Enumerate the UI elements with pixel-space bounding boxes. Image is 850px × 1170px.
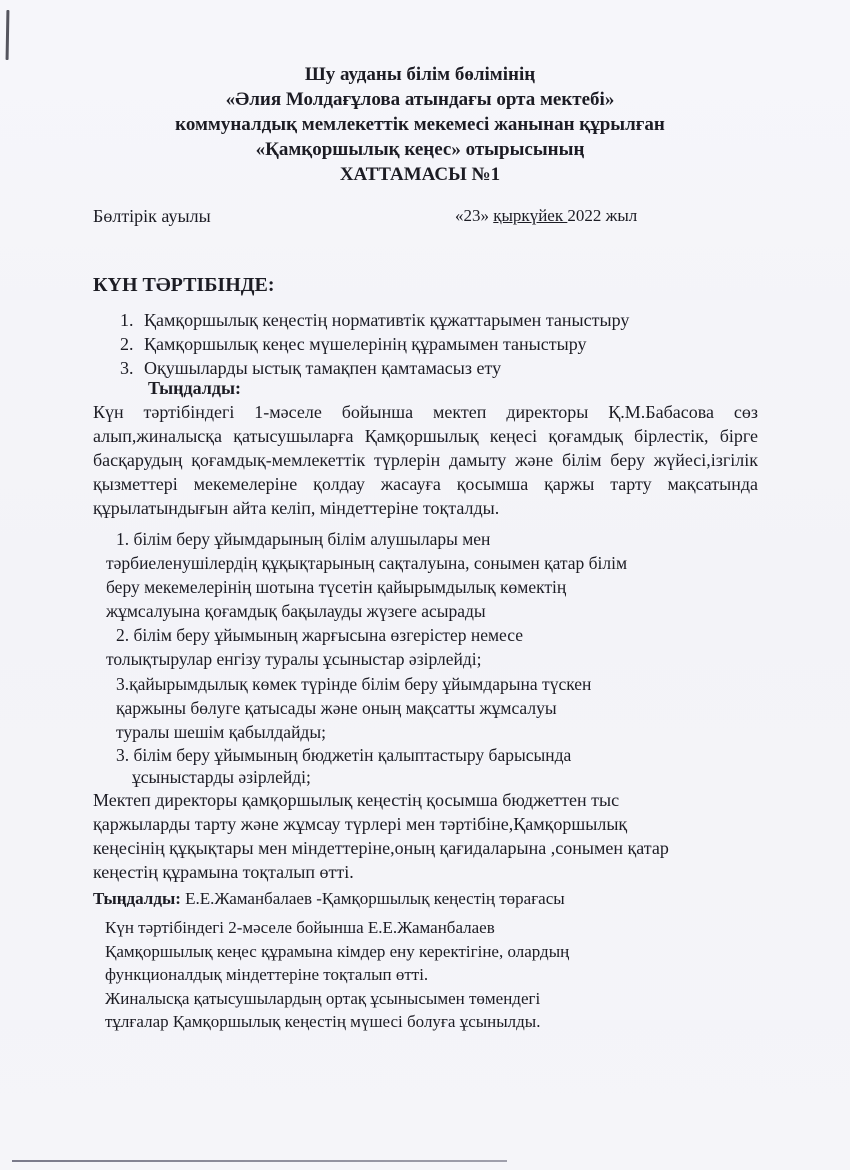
section2-line: Қамқоршылық кеңес құрамына кімдер ену керектігіне, олардың: [105, 941, 570, 961]
duty-line: 3. білім беру ұйымының бюджетін қалыптастыру барысында: [116, 745, 572, 765]
summary-line: Мектеп директоры қамқоршылық кеңестің қосымша бюджеттен тыс: [93, 790, 620, 810]
agenda-item: [120, 332, 629, 356]
date-month: қыркүйек: [493, 206, 568, 225]
agenda-item-number: 2.: [120, 334, 134, 354]
header-line-district: Шу ауданы білім бөлімінің: [304, 64, 536, 85]
staple-mark: [6, 10, 10, 60]
section2-line: функционалдық міндеттеріне тоқталып өтті.: [105, 965, 429, 984]
summary-line: қаржыларды тарту және жұмсау түрлері мен тәртібіне,Қамқоршылық: [93, 814, 628, 834]
place-name: Бөлтірік ауылы: [93, 206, 211, 226]
duty-item-1: [106, 527, 628, 623]
section2-line: Жиналысқа қатысушылардың ортақ ұсынысымен төмендегі: [105, 988, 541, 1008]
section1-summary: [93, 788, 669, 884]
document-header: [100, 62, 740, 187]
header-line-school: «Әлия Молдағұлова атындағы орта мектебі»: [225, 89, 615, 110]
duty-line: беру мекемелерінің шотына түсетін қайырымдылық көмектің: [106, 577, 567, 597]
summary-line: кеңесінің құқықтары мен міндеттеріне,оның қағидаларына ,сонымен қатар: [93, 838, 669, 858]
document-title: ХАТТАМАСЫ №1: [339, 164, 501, 185]
agenda-item-number: 3.: [120, 358, 134, 378]
agenda-title: КҮН ТӘРТІБІНДЕ:: [93, 274, 275, 296]
section1-intro: Күн тәртібіндегі 1-мәселе бойынша мектеп директоры Қ.М.Бабасова сөз алып,жиналысқа қатысушыларға Қамқоршылық кеңесі қоғамдық бірлестік, бірге басқарудың қоғамдық-мемлекеттік түрлерін дамыту және білім беру жүйесі,ізгілік қызметтері мекемелеріне қолдау жасауға қосымша қаржы тарту мақсатында құрылатындығын айта келіп, міндеттеріне тоқталды.: [93, 402, 758, 518]
agenda-item-text: Қамқоршылық кеңес мүшелерінің құрамымен таныстыру: [144, 334, 587, 354]
agenda-list: [120, 308, 629, 380]
header-line-institution: коммуналдық мемлекеттік мекемесі жанынан құрылған: [175, 114, 665, 135]
duty-line: 3.қайырымдылық көмек түрінде білім беру ұйымдарына түскен: [116, 674, 592, 694]
agenda-item: [120, 308, 629, 332]
section2-line: Күн тәртібіндегі 2-мәселе бойынша Е.Е.Жаманбалаев: [105, 918, 495, 937]
agenda-item: [120, 356, 629, 380]
page-bottom-edge: [12, 1160, 507, 1162]
duty-line: толықтырулар енгізу туралы ұсыныстар әзірлейді;: [106, 649, 482, 669]
date-year: 2022 жыл: [567, 206, 638, 225]
section2-body: [105, 916, 569, 1034]
summary-line: кеңестің құрамына тоқталып өтті.: [93, 862, 354, 882]
duty-line: жұмсалуына қоғамдық бақылауды жүзеге асырады: [106, 601, 486, 621]
heard-label-1: Тыңдалды:: [148, 378, 242, 398]
agenda-item-text: Қамқоршылық кеңестің нормативтік құжаттарымен таныстыру: [144, 310, 630, 330]
date-day: «23»: [455, 206, 489, 225]
duty-line: туралы шешім қабылдайды;: [116, 722, 326, 742]
header-line-council: «Қамқоршылық кеңес» отырысының: [255, 139, 585, 160]
agenda-item-text: Оқушыларды ыстық тамақпен қамтамасыз ету: [144, 358, 502, 378]
duty-line: 2. білім беру ұйымының жарғысына өзгерістер немесе: [116, 625, 523, 645]
heard-label-2: Тыңдалды:: [93, 889, 181, 908]
agenda-item-number: 1.: [120, 310, 134, 330]
duty-line: 1. білім беру ұйымдарының білім алушылары мен: [116, 529, 491, 549]
duty-item-3: [116, 672, 591, 744]
duty-item-2: [106, 623, 523, 671]
section2-heard: [93, 889, 565, 909]
heard-person: Е.Е.Жаманбалаев -Қамқоршылық кеңестің төрағасы: [180, 889, 565, 908]
document-date: [455, 206, 637, 226]
duty-line: қаржыны бөлуге қатысады және оның мақсатты жұмсалуы: [116, 698, 557, 718]
section2-line: тұлғалар Қамқоршылық кеңестің мүшесі болуға ұсынылды.: [105, 1012, 541, 1031]
duty-item-4: [116, 744, 571, 788]
duty-line: ұсыныстарды әзірлейді;: [132, 767, 311, 787]
duty-line: тәрбиеленушілердің құқықтарының сақталуына, сонымен қатар білім: [106, 553, 628, 573]
